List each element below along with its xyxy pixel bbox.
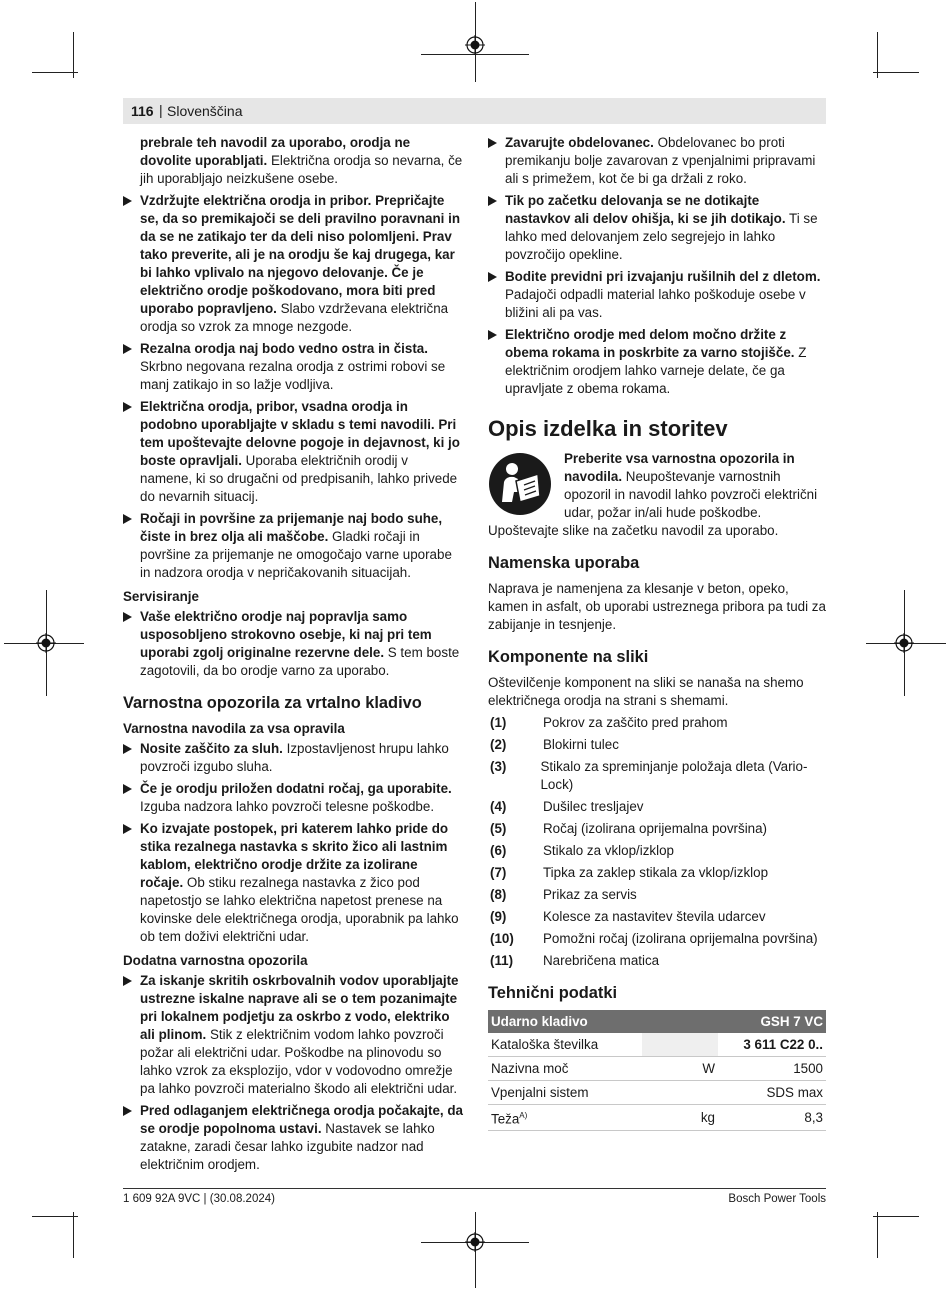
list-item	[123, 740, 463, 776]
list-item-text: Nastavek se lahko zatakne, zaradi česar lahko izgubite nadzor nad električnim orodjem.	[140, 1121, 435, 1172]
page-header	[123, 98, 826, 124]
list-item-bold: Tik po začetku delovanja se ne dotikajte nastavkov ali delov ohišja, ki se jih dotikajo.	[505, 193, 786, 226]
component-item	[488, 798, 826, 816]
list-item-text: Gladki ročaji in površine za prijemanje ne omogočajo varne uporabe in nadzora orodja v nepričakovanih situacijah.	[140, 529, 452, 580]
components-intro: Oštevilčenje komponent na sliki se nanaša na shemo električnega orodja na strani s shemami.	[488, 675, 804, 708]
component-number: (4)	[490, 799, 507, 814]
list-item	[123, 398, 463, 506]
list-item-bold: Zavarujte obdelovanec.	[505, 135, 654, 150]
list-item	[123, 972, 463, 1098]
table-cell-value: 8,3	[718, 1105, 826, 1131]
table-header-label: Udarno kladivo	[488, 1010, 642, 1033]
component-item	[488, 820, 826, 838]
intended-use-heading: Namenska uporaba	[488, 554, 640, 572]
table-cell-label: Vpenjalni sistem	[488, 1081, 642, 1105]
list-item-bold: Za iskanje skritih oskrbovalnih vodov uporabljajte ustrezne iskalne naprave ali se o tem pozanimajte pri lokalnem podjetju za oskrbo z vodo, elektriko ali plinom.	[140, 973, 459, 1042]
bullet-arrow-icon	[488, 330, 497, 340]
tech-data-heading: Tehnični podatki	[488, 984, 618, 1002]
bullet-arrow-icon	[123, 196, 132, 206]
component-label: Dušilec tresljajev	[543, 799, 644, 814]
crop-mark	[73, 1212, 74, 1258]
table-row	[488, 1105, 826, 1131]
component-number: (7)	[490, 865, 507, 880]
intro-paragraph	[123, 134, 463, 188]
servis-heading: Servisiranje	[123, 589, 199, 604]
crop-mark	[877, 1212, 878, 1258]
table-cell-label: Nazivna moč	[488, 1057, 642, 1081]
list-item	[123, 510, 463, 582]
bullet-arrow-icon	[123, 1106, 132, 1116]
header-separator: |	[159, 102, 163, 118]
section-heading-product: Opis izdelka in storitev	[488, 416, 728, 441]
all-ops-heading: Varnostna navodila za vsa opravila	[123, 721, 345, 736]
header-language: Slovenščina	[167, 103, 243, 119]
component-number: (8)	[490, 887, 507, 902]
list-item-text: Uporaba električnih orodij v namene, ki so drugačni od predpisanih, lahko privede do nevarnih situacij.	[140, 453, 458, 504]
list-item-bold: Vzdržujte električna orodja in pribor. Prepričajte se, da so premikajoči se deli pravilno poravnani in da se ne zatikajo ter da deli niso polomljeni. Prav tako preverite, ali je na orodju še kaj drugega, kar bi lahko vplivalo na njegovo delovanje. Če je električno orodje poškodovano, mora biti pred uporabo popravljeno.	[140, 193, 460, 316]
safety-text: Neupoštevanje varnostnih opozoril in navodil lahko povzroči električni udar, požar in/ali hude poškodbe.	[564, 469, 818, 520]
left-column	[123, 134, 463, 1178]
list-item	[123, 1102, 463, 1174]
crop-mark	[32, 72, 78, 73]
intro-text: Električna orodja so nevarna, če jih uporabljajo neizkušene osebe.	[140, 153, 463, 186]
table-cell-value: 1500	[718, 1057, 826, 1081]
component-number: (10)	[490, 931, 514, 946]
component-label: Stikalo za spreminjanje položaja dleta (Vario-Lock)	[540, 759, 808, 792]
section-heading-drill: Varnostna opozorila za vrtalno kladivo	[123, 694, 422, 712]
tech-data-table	[488, 1010, 826, 1131]
component-item	[488, 758, 826, 794]
component-label: Stikalo za vklop/izklop	[543, 843, 674, 858]
bullet-arrow-icon	[123, 976, 132, 986]
bullet-arrow-icon	[123, 612, 132, 622]
list-item-bold: Električna orodja, pribor, vsadna orodja in podobno uporabljajte v skladu s temi navodili. Pri tem upoštevajte delovne pogoje in dejavnost, ki jo boste opravljali.	[140, 399, 460, 468]
crop-mark	[873, 1216, 919, 1217]
list-item-text: Skrbno negovana rezalna orodja z ostrimi robovi se manj zatikajo in so lažje vodljiva.	[140, 359, 446, 392]
components-heading: Komponente na sliki	[488, 648, 649, 666]
page-number: 116	[131, 103, 154, 119]
table-cell-label-text: Teža	[491, 1111, 520, 1127]
list-item-bold: Nosite zaščito za sluh.	[140, 741, 283, 756]
intended-use-text: Naprava je namenjena za klesanje v beton, opeko, kamen in asfalt, ob uporabi ustreznega pribora pa tudi za zabijanje in tesnjenje.	[488, 581, 826, 632]
list-item-bold: Če je orodju priložen dodatni ročaj, ga uporabite.	[140, 781, 452, 796]
list-item	[488, 192, 826, 264]
list-item	[488, 326, 826, 398]
component-item	[488, 736, 826, 754]
component-number: (3)	[490, 759, 507, 774]
component-label: Tipka za zaklep stikala za vklop/izklop	[543, 865, 769, 880]
crop-mark	[873, 72, 919, 73]
component-number: (9)	[490, 909, 507, 924]
bullet-arrow-icon	[123, 344, 132, 354]
component-number: (2)	[490, 737, 507, 752]
list-item-bold: Rezalna orodja naj bodo vedno ostra in čista.	[140, 341, 428, 356]
component-item	[488, 864, 826, 882]
intro-bold: prebrale teh navodil za uporabo, orodja ne dovolite uporabljati.	[140, 135, 411, 168]
list-item	[123, 780, 463, 816]
component-label: Blokirni tulec	[543, 737, 619, 752]
table-cell-value: 3 611 C22 0..	[718, 1033, 826, 1057]
registration-mark-icon	[894, 633, 914, 653]
component-number: (5)	[490, 821, 507, 836]
list-item-bold: Pred odlaganjem električnega orodja počakajte, da se orodje popolnoma ustavi.	[140, 1103, 463, 1136]
list-item-text: Obdelovanec bo proti premikanju bolje zavarovan z vpenjalnimi pripravami ali s primežem, kot če bi ga držali z roko.	[505, 135, 816, 186]
component-label: Kolesce za nastavitev števila udarcev	[543, 909, 766, 924]
component-label: Pomožni ročaj (izolirana oprijemalna površina)	[543, 931, 818, 946]
registration-mark-icon	[465, 35, 485, 55]
registration-mark-icon	[36, 633, 56, 653]
table-row	[488, 1057, 826, 1081]
footer-brand: Bosch Power Tools	[728, 1193, 826, 1205]
bullet-arrow-icon	[123, 744, 132, 754]
list-item-text: Ob stiku rezalnega nastavka z žico pod napetostjo se lahko električna napetost prenese na kovinske dele električnega orodja, uporabnik pa lahko ob tem doživi električni udar.	[140, 875, 459, 944]
list-item-text: Ti se lahko med delovanjem zelo segrejejo in lahko povzročijo opekline.	[505, 211, 818, 262]
table-cell-value: SDS max	[718, 1081, 826, 1105]
list-item-text: Z električnim orodjem lahko varneje delate, če ga upravljate z obema rokama.	[505, 345, 807, 396]
component-label: Prikaz za servis	[543, 887, 637, 902]
figures-note: Upoštevajte slike na začetku navodil za uporabo.	[488, 523, 779, 538]
bullet-arrow-icon	[488, 196, 497, 206]
bullet-arrow-icon	[123, 402, 132, 412]
component-item	[488, 908, 826, 926]
component-label: Pokrov za zaščito pred prahom	[543, 715, 728, 730]
component-item	[488, 842, 826, 860]
table-cell-label	[488, 1105, 642, 1131]
list-item	[488, 134, 826, 188]
read-manual-icon	[488, 452, 552, 516]
component-label: Narebričena matica	[543, 953, 660, 968]
safety-notice	[488, 450, 826, 522]
list-item	[123, 608, 463, 680]
bullet-arrow-icon	[488, 138, 497, 148]
component-number: (11)	[490, 953, 514, 968]
list-item-bold: Vaše električno orodje naj popravlja samo usposobljeno strokovno osebje, ki naj pri tem uporabi zgolj originalne rezervne dele.	[140, 609, 432, 660]
list-item-text: Izpostavljenost hrupu lahko povzroči izgubo sluha.	[140, 741, 449, 774]
footer-divider	[123, 1188, 826, 1189]
list-item-bold: Ročaji in površine za prijemanje naj bodo suhe, čiste in brez olja ali maščobe.	[140, 511, 443, 544]
footer-doc-id: 1 609 92A 9VC | (30.08.2024)	[123, 1193, 275, 1205]
list-item	[488, 268, 826, 322]
registration-mark-icon	[465, 1232, 485, 1252]
list-item	[123, 192, 463, 336]
table-cell-unit	[642, 1033, 718, 1057]
table-cell-unit: W	[642, 1057, 718, 1081]
list-item-text: Padajoči odpadli material lahko poškoduje osebe v bližini ali pa vas.	[505, 287, 806, 320]
bullet-arrow-icon	[488, 272, 497, 282]
component-item	[488, 952, 826, 970]
list-item-text: S tem boste zagotovili, da bo orodje varno za uporabo.	[140, 645, 460, 678]
table-header-value: GSH 7 VC	[718, 1010, 826, 1033]
footnote-marker: A)	[519, 1111, 528, 1120]
list-item-text: Slabo vzdrževana električna orodja so vzrok za mnoge nezgode.	[140, 301, 449, 334]
list-item	[123, 820, 463, 946]
list-item-bold: Električno orodje med delom močno držite z obema rokama in poskrbite za varno stojišče.	[505, 327, 795, 360]
bullet-arrow-icon	[123, 824, 132, 834]
extra-heading: Dodatna varnostna opozorila	[123, 953, 308, 968]
table-cell-unit: kg	[642, 1105, 718, 1131]
component-number: (6)	[490, 843, 507, 858]
crop-mark	[32, 1216, 78, 1217]
list-item-text: Izguba nadzora lahko povzroči telesne poškodbe.	[140, 799, 435, 814]
table-row	[488, 1033, 826, 1057]
list-item	[123, 340, 463, 394]
list-item-text: Stik z električnim vodom lahko povzroči požar ali električni udar. Poškodbe na plinovodu so lahko vzrok za eksplozijo, vdor v vodovodno omrežje pa lahko povzroči materialno škodo ali električni udar.	[140, 1027, 458, 1096]
bullet-arrow-icon	[123, 514, 132, 524]
table-cell-unit	[642, 1081, 718, 1105]
component-item	[488, 886, 826, 904]
table-header-unit	[642, 1010, 718, 1033]
component-number: (1)	[490, 715, 507, 730]
table-row	[488, 1081, 826, 1105]
bullet-arrow-icon	[123, 784, 132, 794]
component-label: Ročaj (izolirana oprijemalna površina)	[543, 821, 768, 836]
list-item-bold: Bodite previdni pri izvajanju rušilnih del z dletom.	[505, 269, 821, 284]
table-header-row	[488, 1010, 826, 1033]
component-item	[488, 930, 826, 948]
safety-bold: Preberite vsa varnostna opozorila in navodila.	[564, 451, 795, 484]
table-cell-label: Kataloška številka	[488, 1033, 642, 1057]
right-column	[488, 134, 826, 1131]
list-item-bold: Ko izvajate postopek, pri katerem lahko pride do stika rezalnega nastavka s skrito žico ali lastnim kablom, električno orodje držite za izolirane ročaje.	[140, 821, 449, 890]
component-item	[488, 714, 826, 732]
